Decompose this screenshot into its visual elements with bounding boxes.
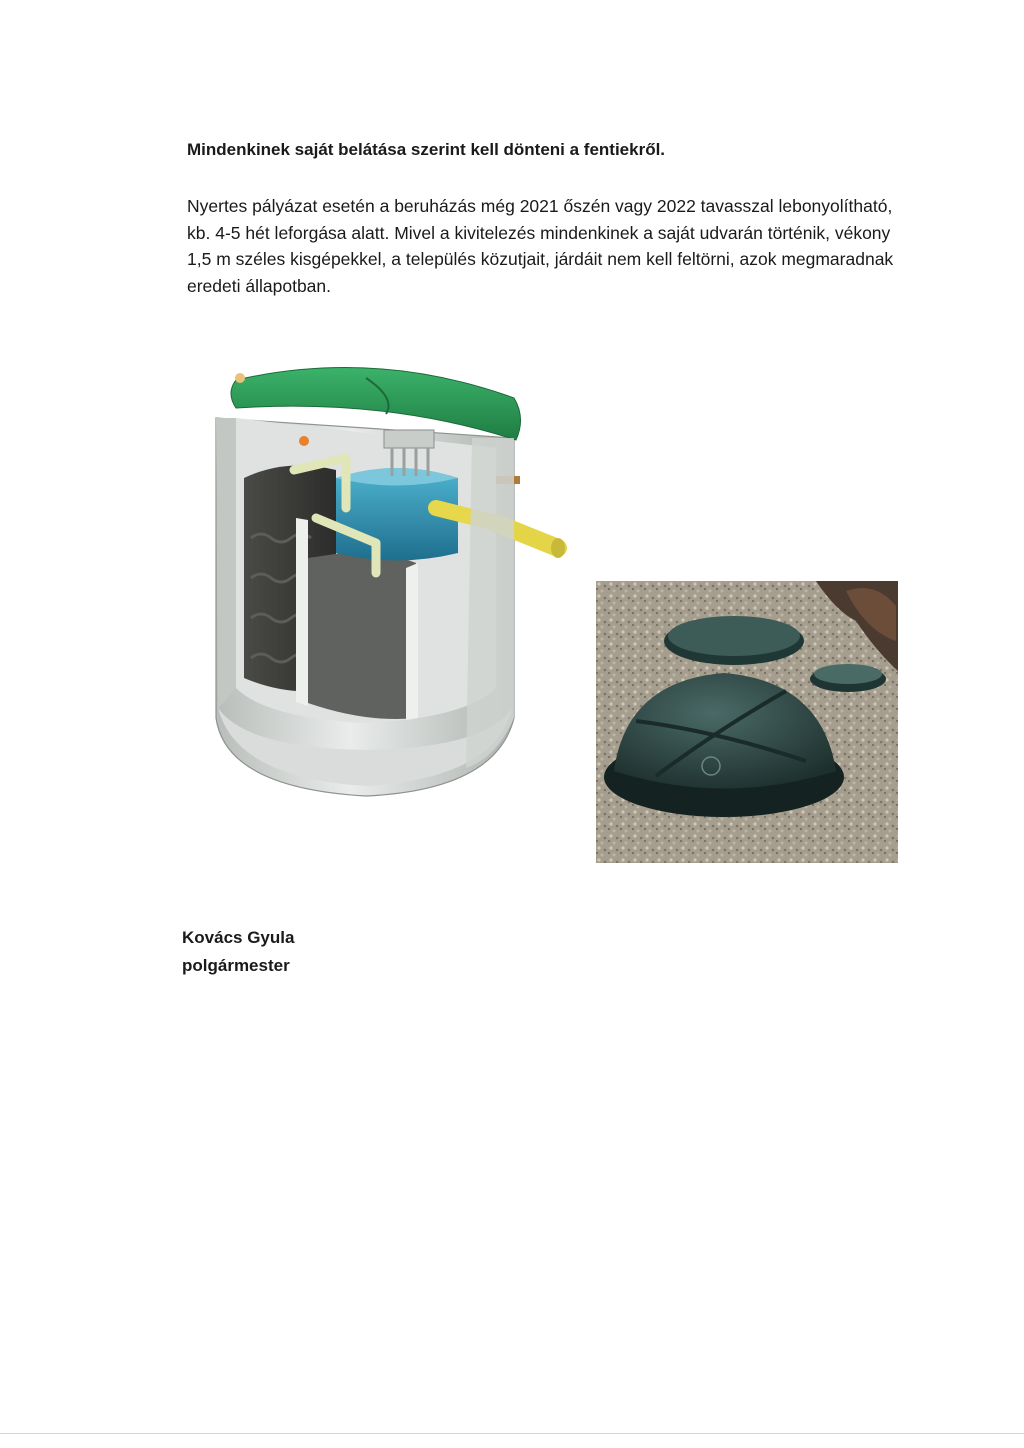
page-heading: Mindenkinek saját belátása szerint kell dönteni a fentiekről. [187,140,666,159]
signatory-name: Kovács Gyula [182,928,295,947]
tank-lids-photo [596,581,898,863]
page-bottom-rule [0,1433,1024,1434]
body-paragraph: Nyertes pályázat esetén a beruházás még 2021 őszén vagy 2022 tavasszal lebonyolítható, kb. 4-5 hét leforgása alatt. Mivel a kivitelezés mindenkinek a saját udvarán történik, vékony 1,5 m széles kisgépekkel, a település közutjait, járdáit nem kell feltörni, azok megmaradnak eredeti állapotban. [187,196,894,296]
signature-block [182,924,482,980]
septic-tank-cutaway-image [196,358,574,798]
signatory-title: polgármester [182,956,290,975]
